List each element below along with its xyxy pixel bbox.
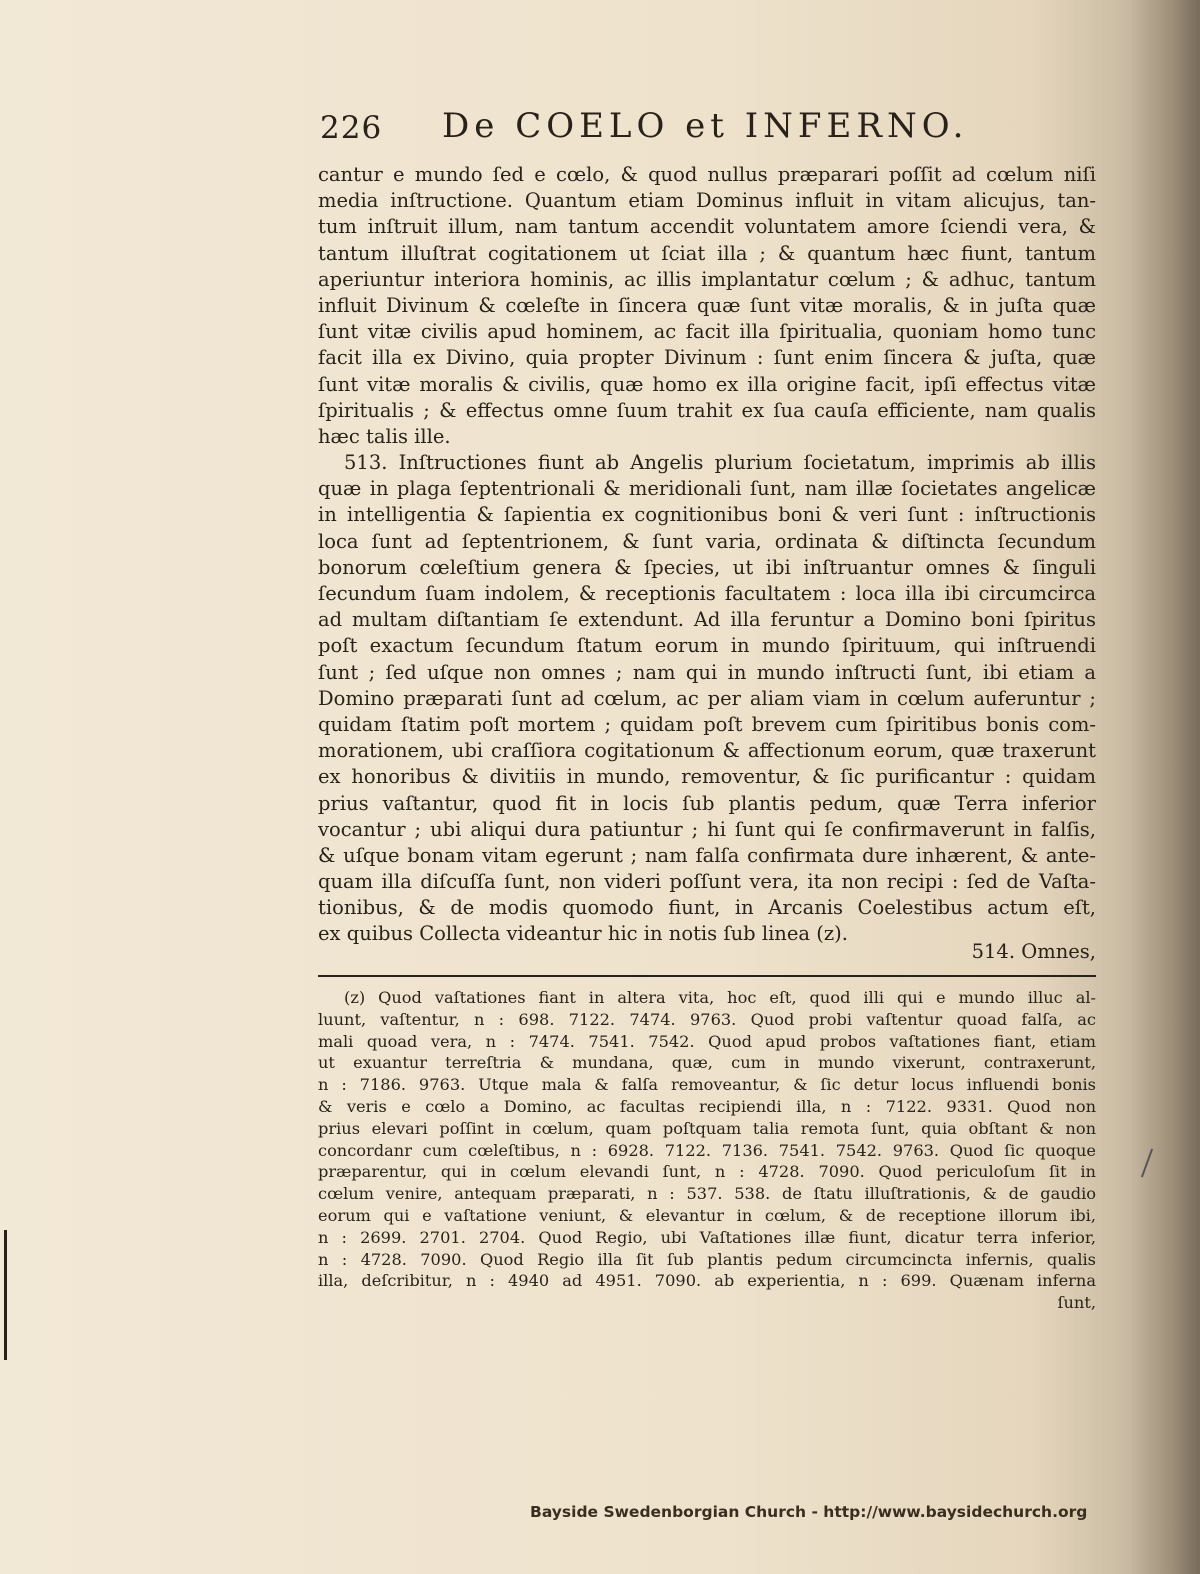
text-line: tum inſtruit illum, nam tantum accendit voluntatem amore ſciendi vera, & (318, 215, 1096, 239)
text-line: influit Divinum & cœleſte in ſincera quæ ſunt vitæ moralis, & in juſta quæ (318, 293, 1096, 317)
text-line: quidam ſtatim poſt mortem ; quidam poſt brevem cum ſpiritibus bonis com- (318, 712, 1096, 736)
running-head (320, 106, 980, 156)
footnote-rule (318, 975, 1096, 977)
text-line: in intelligentia & ſapientia ex cognitionibus boni & veri ſunt : inſtructionis (318, 503, 1096, 527)
main-text (318, 162, 1096, 948)
text-line: tantum illuſtrat cogitationem ut ſciat illa ; & quantum hæc fiunt, tantum (318, 241, 1096, 265)
text-line: ex honoribus & divitiis in mundo, removentur, & ſic purificantur : quidam (318, 765, 1096, 789)
text-line: ſunt ; ſed uſque non omnes ; nam qui in mundo inſtructi ſunt, ibi etiam a (318, 660, 1096, 684)
note-line: concordanr cum cœleſtibus, n : 6928. 7122. 7136. 7541. 7542. 9763. Quod ſic quoque (318, 1140, 1096, 1160)
text-line: morationem, ubi craſſiora cogitationum & affectionum eorum, quæ traxerunt (318, 739, 1096, 763)
text-line: loca ſunt ad ſeptentrionem, & ſunt varia, ordinata & diſtincta ſecundum (318, 529, 1096, 553)
note-line: n : 7186. 9763. Utque mala & falſa removeantur, & ſic detur locus influendi bonis (318, 1075, 1096, 1095)
text-line: Domino præparati ſunt ad cœlum, ac per aliam viam in cœlum auferuntur ; (318, 686, 1096, 710)
page-number: 226 (320, 110, 383, 146)
catchword: 514. Omnes, (971, 940, 1096, 963)
book-spine-shadow (1130, 0, 1200, 1574)
note-line: cœlum venire, antequam præparati, n : 537. 538. de ſtatu illuſtrationis, & de gaudio (318, 1184, 1096, 1204)
text-line: ex quibus Collecta videantur hic in notis ſub linea (z). (318, 922, 848, 946)
text-line: tionibus, & de modis quomodo fiunt, in Arcanis Coelestibus actum eſt, (318, 896, 1096, 920)
note-line: mali quoad vera, n : 7474. 7541. 7542. Quod apud probos vaſtationes fiant, etiam (318, 1031, 1096, 1051)
text-line: quæ in plaga ſeptentrionali & meridionali ſunt, nam illæ ſocietates angelicæ (318, 477, 1096, 501)
text-line: aperiuntur interiora hominis, ac illis implantatur cœlum ; & adhuc, tantum (318, 267, 1096, 291)
text-line: cantur e mundo ſed e cœlo, & quod nullus præparari poſſit ad cœlum niſi (318, 163, 1096, 186)
text-line: prius vaſtantur, quod fit in locis ſub plantis pedum, quæ Terra inferior (318, 791, 1096, 815)
text-line: quam illa diſcuſſa ſunt, non videri poſſunt vera, ita non recipi : ſed de Vaſta- (318, 870, 1096, 894)
text-line: ſecundum ſuam indolem, & receptionis facultatem : loca illa ibi circumcirca (318, 582, 1096, 605)
text-line: ſpiritualis ; & effectus omne ſuum trahit ex ſua cauſa efficiente, nam qualis (318, 398, 1096, 422)
source-credit: Bayside Swedenborgian Church - http://www.baysidechurch.org (530, 1503, 1088, 1521)
text-line: media inſtructione. Quantum etiam Dominus influit in vitam alicujus, tan- (318, 189, 1096, 213)
text-line: poſt exactum ſecundum ſtatum eorum in mundo ſpirituum, qui inſtruendi (318, 634, 1096, 658)
text-line: & uſque bonam vitam egerunt ; nam falſa confirmata dure inhærent, & ante- (318, 843, 1096, 867)
text-line: ad multam diſtantiam ſe extendunt. Ad illa feruntur a Domino boni ſpiritus (318, 608, 1096, 632)
running-title: De COELO et INFERNO. (442, 106, 969, 146)
footnotes (318, 987, 1096, 1314)
note-line: (z) Quod vaſtationes fiant in altera vita, hoc eſt, quod illi qui e mundo illuc al- (344, 988, 1096, 1007)
text-line: bonorum cœleſtium genera & ſpecies, ut ibi inſtruantur omnes & ſinguli (318, 555, 1096, 579)
text-line: ſunt vitæ civilis apud hominem, ac facit illa ſpiritualia, quoniam homo tunc (318, 320, 1096, 344)
note-line: ſunt, (1057, 1293, 1096, 1313)
text-line: hæc talis ille. (318, 424, 451, 448)
note-line: n : 4728. 7090. Quod Regio illa ſit ſub plantis pedum circumcincta infernis, qualis (318, 1249, 1096, 1269)
note-line: illa, deſcribitur, n : 4940 ad 4951. 7090. ab experientia, n : 699. Quænam inferna (318, 1271, 1096, 1291)
note-line: prius elevari poſſint in cœlum, quam poſtquam talia remota ſunt, quia obſtant & non (318, 1118, 1096, 1138)
note-line: eorum qui e vaſtatione veniunt, & elevantur in cœlum, & de receptione illorum ibi, (318, 1205, 1096, 1225)
note-line: & veris e cœlo a Domino, ac facultas recipiendi illa, n : 7122. 9331. Quod non (318, 1096, 1096, 1116)
margin-mark (4, 1230, 7, 1360)
text-line: facit illa ex Divino, quia propter Divinum : ſunt enim ſincera & juſta, quæ (318, 346, 1096, 370)
text-line: ſunt vitæ moralis & civilis, quæ homo ex illa origine facit, ipſi effectus vitæ (318, 372, 1096, 396)
text-line: 513. Inſtructiones fiunt ab Angelis plurium ſocietatum, imprimis ab illis (344, 451, 1096, 475)
note-line: ut exuantur terreſtria & mundana, quæ, cum in mundo vixerunt, contraxerunt, (318, 1053, 1096, 1073)
note-line: præparentur, qui in cœlum elevandi ſunt, n : 4728. 7090. Quod periculoſum ſit in (318, 1162, 1096, 1182)
text-line: vocantur ; ubi aliqui dura patiuntur ; hi ſunt qui ſe confirmaverunt in falſis, (318, 817, 1096, 841)
note-line: n : 2699. 2701. 2704. Quod Regio, ubi Vaſtationes illæ fiunt, dicatur terra inferior, (318, 1227, 1096, 1247)
note-line: luunt, vaſtentur, n : 698. 7122. 7474. 9763. Quod probi vaſtentur quoad falſa, ac (318, 1009, 1096, 1029)
